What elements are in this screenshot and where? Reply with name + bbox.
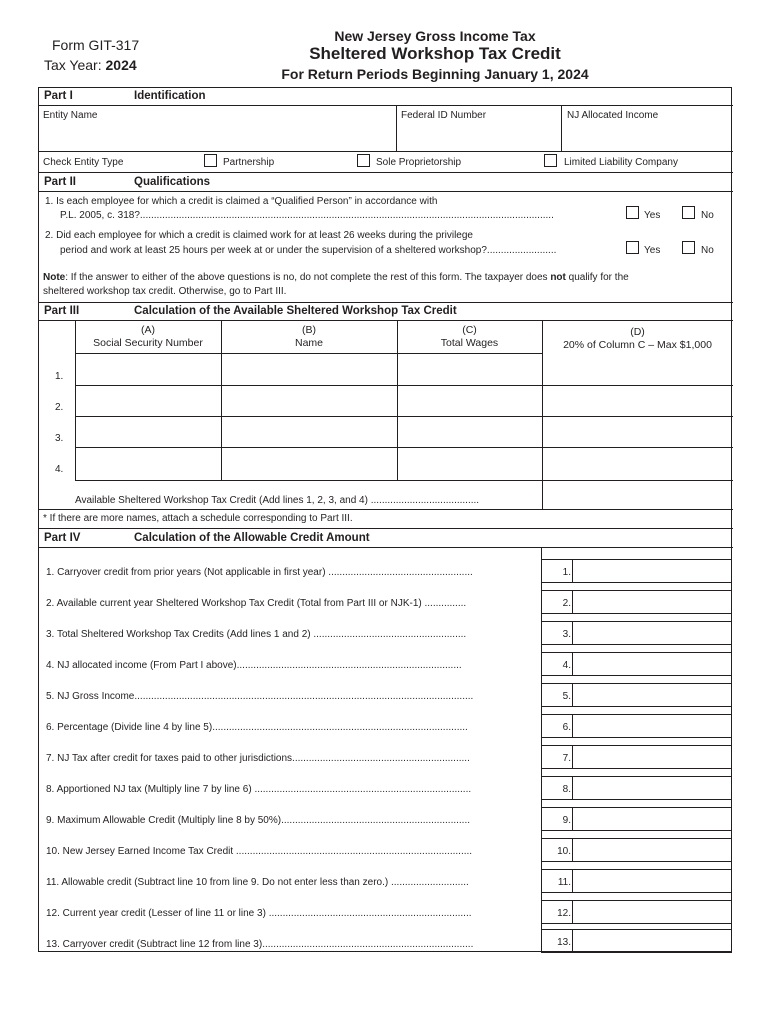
col-a-title: Social Security Number: [93, 337, 203, 349]
divider: [39, 509, 733, 510]
table-row: [75, 447, 733, 448]
part4-line-number: 12.: [557, 908, 571, 919]
sole-proprietorship-label: Sole Proprietorship: [376, 157, 462, 168]
divider: [39, 528, 733, 529]
part4-line-number: 2.: [562, 598, 571, 609]
part4-amount-field[interactable]: [573, 869, 732, 893]
part4-amount-field[interactable]: [573, 807, 732, 831]
part4-line-number: 7.: [562, 753, 571, 764]
part4-amount-field[interactable]: [573, 683, 732, 707]
divider: [542, 320, 543, 481]
part2-label: Part II: [44, 176, 76, 188]
part4-amount-field[interactable]: [573, 745, 732, 769]
part4-line-number: 1.: [562, 567, 571, 578]
q2-yes-label: Yes: [644, 245, 661, 256]
divider: [541, 547, 542, 953]
table-row: [75, 385, 733, 386]
llc-label: Limited Liability Company: [564, 157, 678, 168]
q1-yes-label: Yes: [644, 210, 661, 221]
part4-line-number: 3.: [562, 629, 571, 640]
part3-footnote: * If there are more names, attach a schedule corresponding to Part III.: [43, 513, 353, 524]
agency-heading: New Jersey Gross Income Tax: [334, 28, 536, 44]
divider: [39, 191, 733, 192]
federal-id-label: Federal ID Number: [401, 110, 487, 121]
part4-amount-field[interactable]: [573, 652, 732, 676]
part4-line-number: 10.: [557, 846, 571, 857]
part3-title: Calculation of the Available Sheltered Workshop Tax Credit: [134, 305, 457, 317]
part4-amount-field[interactable]: [573, 929, 732, 953]
table-row-number: 2.: [55, 402, 64, 413]
form-id: Form GIT-317: [52, 37, 140, 53]
table-row-number: 1.: [55, 371, 64, 382]
part4-line-label: 13. Carryover credit (Subtract line 12 from line 3)............................................................................: [46, 939, 474, 950]
note-text-a: : If the answer to either of the above questions is no, do not complete the rest of this form. The taxpayer does: [65, 272, 551, 283]
part4-title: Calculation of the Allowable Credit Amount: [134, 532, 370, 544]
llc-checkbox[interactable]: [544, 154, 557, 167]
part4-amount-field[interactable]: [573, 714, 732, 738]
note-text-b: qualify for the: [565, 272, 629, 283]
note-bold: not: [550, 272, 566, 283]
part4-line-label: 2. Available current year Sheltered Workshop Tax Credit (Total from Part III or NJK-1) ...............: [46, 598, 467, 609]
divider: [39, 320, 733, 321]
part4-amount-field[interactable]: [573, 590, 732, 614]
col-d-title: 20% of Column C – Max $1,000: [563, 339, 712, 351]
tax-year-value: 2024: [105, 57, 137, 73]
return-period: For Return Periods Beginning January 1, 2024: [281, 66, 589, 82]
col-b-header: [221, 324, 397, 350]
col-d-header: [542, 326, 733, 352]
q1-yes-checkbox[interactable]: [626, 206, 639, 219]
sole-proprietorship-checkbox[interactable]: [357, 154, 370, 167]
q2-no-label: No: [701, 245, 714, 256]
col-a-letter: (A): [141, 324, 155, 336]
part4-line-label: 6. Percentage (Divide line 4 by line 5)............................................................................................: [46, 722, 468, 733]
divider: [39, 172, 733, 173]
part2-title: Qualifications: [134, 176, 211, 188]
divider: [221, 320, 222, 481]
part3-label: Part III: [44, 305, 80, 317]
part4-line-label: 8. Apportioned NJ tax (Multiply line 7 by line 6) ..............................................................................: [46, 784, 472, 795]
divider: [75, 353, 542, 354]
part4-label: Part IV: [44, 532, 81, 544]
part4-line-number: 5.: [562, 691, 571, 702]
partnership-label: Partnership: [223, 157, 275, 168]
divider: [75, 320, 76, 481]
nj-income-label: NJ Allocated Income: [567, 110, 659, 121]
partnership-checkbox[interactable]: [204, 154, 217, 167]
question2-text: 2. Did each employee for which a credit is claimed work for at least 26 weeks during the privilege: [45, 230, 473, 241]
part4-line-label: 5. NJ Gross Income..........................................................................................................................: [46, 691, 474, 702]
tax-year: [44, 57, 137, 73]
table-row-number: 3.: [55, 433, 64, 444]
q2-yes-checkbox[interactable]: [626, 241, 639, 254]
question1-text-cont: P.L. 2005, c. 318?.....................................................................................................................................................: [60, 210, 554, 221]
part4-line-number: 4.: [562, 660, 571, 671]
part4-line-label: 11. Allowable credit (Subtract line 10 from line 9. Do not enter less than zero.) ............................: [46, 877, 469, 888]
note-label: Note: [43, 272, 66, 283]
divider: [397, 320, 398, 481]
note-text-cont: sheltered workshop tax credit. Otherwise, go to Part III.: [43, 286, 287, 297]
part4-line-label: 7. NJ Tax after credit for taxes paid to other jurisdictions................................................................: [46, 753, 470, 764]
part4-amount-field[interactable]: [573, 838, 732, 862]
tax-year-label: Tax Year:: [44, 57, 102, 73]
q1-no-checkbox[interactable]: [682, 206, 695, 219]
note-text: [43, 272, 629, 283]
part1-label: Part I: [44, 90, 73, 102]
part4-line-label: 10. New Jersey Earned Income Tax Credit .....................................................................................: [46, 846, 473, 857]
q2-no-checkbox[interactable]: [682, 241, 695, 254]
part4-line-number: 8.: [562, 784, 571, 795]
col-b-letter: (B): [302, 324, 316, 336]
part4-line-label: 12. Current year credit (Lesser of line 11 or line 3) .........................................................................: [46, 908, 472, 919]
entity-name-label: Entity Name: [43, 110, 98, 121]
part4-line-number: 9.: [562, 815, 571, 826]
part4-amount-field[interactable]: [573, 559, 732, 583]
part4-line-number: 13.: [557, 937, 571, 948]
part4-amount-field[interactable]: [573, 900, 732, 924]
question2-text-cont: period and work at least 25 hours per week at or under the supervision of a sheltered workshop?.........................: [60, 245, 557, 256]
table-row: [75, 416, 733, 417]
divider: [39, 302, 733, 303]
divider: [542, 480, 543, 509]
part4-line-number: 6.: [562, 722, 571, 733]
col-a-header: [75, 324, 221, 350]
question1-text: 1. Is each employee for which a credit is claimed a “Qualified Person” in accordance with: [45, 196, 438, 207]
form-title: Sheltered Workshop Tax Credit: [309, 44, 561, 63]
col-c-header: [397, 324, 542, 350]
col-c-title: Total Wages: [440, 337, 499, 349]
part4-line-label: 3. Total Sheltered Workshop Tax Credits (Add lines 1 and 2) .......................................................: [46, 629, 467, 640]
part4-amount-field[interactable]: [573, 776, 732, 800]
part4-line-number: 11.: [557, 877, 571, 888]
entity-name-field[interactable]: [39, 106, 396, 150]
part4-line-label: 4. NJ allocated income (From Part I above).................................................................................: [46, 660, 462, 671]
q1-no-label: No: [701, 210, 714, 221]
nj-income-field[interactable]: [562, 106, 732, 150]
col-b-title: Name: [294, 337, 323, 349]
col-d-letter: (D): [630, 326, 645, 338]
part3-total-field[interactable]: [542, 481, 732, 509]
col-c-letter: (C): [462, 324, 477, 336]
part4-line-label: 9. Maximum Allowable Credit (Multiply line 8 by 50%)....................................................................: [46, 815, 471, 826]
part3-total-label: Available Sheltered Workshop Tax Credit (Add lines 1, 2, 3, and 4) .......................................: [75, 495, 480, 506]
part4-amount-field[interactable]: [573, 621, 732, 645]
divider: [39, 547, 733, 548]
check-entity-type-label: Check Entity Type: [43, 157, 124, 168]
divider: [39, 151, 733, 152]
table-row-number: 4.: [55, 464, 64, 475]
part4-line-label: 1. Carryover credit from prior years (Not applicable in first year) ....................................................: [46, 567, 473, 578]
part1-title: Identification: [134, 90, 206, 102]
federal-id-field[interactable]: [397, 106, 561, 150]
